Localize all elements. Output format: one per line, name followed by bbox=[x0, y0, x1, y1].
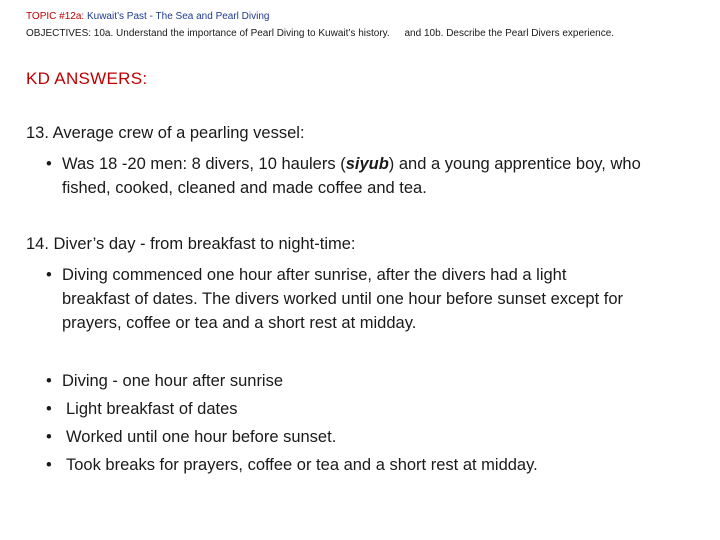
topic-text: Kuwait’s Past - The Sea and Pearl Diving bbox=[86, 11, 270, 22]
summary-item bbox=[46, 397, 238, 421]
objectives-text-a: Understand the importance of Pearl Diving to Kuwait’s history. bbox=[116, 28, 390, 39]
question-13: 13. Average crew of a pearling vessel: bbox=[26, 124, 305, 142]
q13-bullet bbox=[46, 152, 641, 200]
summary-item bbox=[46, 425, 336, 449]
bullet-dot: • bbox=[46, 266, 52, 284]
q14-bullet bbox=[46, 263, 623, 335]
section-title: KD ANSWERS: bbox=[26, 69, 148, 88]
summary-item-text: Diving - one hour after sunrise bbox=[62, 372, 284, 390]
topic-label: TOPIC #12a: bbox=[26, 11, 85, 22]
bullet-dot: • bbox=[46, 400, 52, 418]
summary-item-text: Light breakfast of dates bbox=[66, 400, 238, 418]
summary-item-text: Worked until one hour before sunset. bbox=[66, 428, 337, 446]
summary-item-text: Took breaks for prayers, coffee or tea and a short rest at midday. bbox=[66, 456, 538, 474]
topic-line bbox=[26, 11, 269, 22]
siyub-term: siyub bbox=[345, 155, 389, 173]
objectives-label: OBJECTIVES: 10a. bbox=[26, 28, 114, 39]
summary-item bbox=[46, 369, 283, 393]
question-14: 14. Diver’s day - from breakfast to night-time: bbox=[26, 235, 356, 253]
objectives-text-b: 10b. Describe the Pearl Divers experience. bbox=[423, 28, 615, 39]
q14-bullet-text: Diving commenced one hour after sunrise, after the divers had a light breakfast of dates. The divers worked until one hour before sunset except for prayers, coffee or tea and a short rest at midday. bbox=[62, 266, 624, 332]
summary-item bbox=[46, 453, 538, 477]
bullet-dot: • bbox=[46, 456, 52, 474]
q13-bullet-text: Was 18 -20 men: 8 divers, 10 haulers (siyub) and a young apprentice boy, who fished, cooked, cleaned and made coffee and tea. bbox=[62, 155, 641, 197]
bullet-dot: • bbox=[46, 155, 52, 173]
bullet-dot: • bbox=[46, 372, 52, 390]
objectives-line bbox=[26, 28, 614, 39]
objectives-and: and bbox=[404, 28, 422, 39]
bullet-dot: • bbox=[46, 428, 52, 446]
